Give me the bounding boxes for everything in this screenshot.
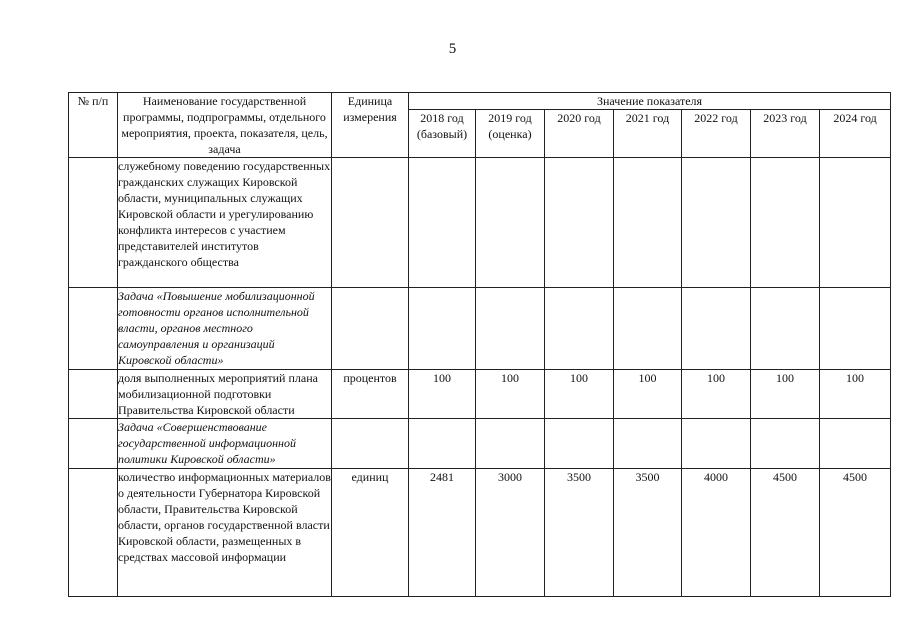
cell-value <box>682 158 751 288</box>
cell-num <box>69 158 118 288</box>
header-year: 2018 год (базовый) <box>409 110 476 158</box>
cell-value: 100 <box>820 370 891 419</box>
cell-value: 4500 <box>820 469 891 597</box>
cell-value <box>545 158 614 288</box>
cell-value <box>820 158 891 288</box>
cell-name: служебному поведению государственных гражданских служащих Кировской области, муниципальных служащих Кировской области и урегулированию конфликта интересов с участием представителей институтов гражданского общества <box>118 158 332 288</box>
cell-value <box>476 158 545 288</box>
table-row <box>69 158 891 288</box>
header-num: № п/п <box>69 93 118 158</box>
cell-value <box>545 288 614 370</box>
cell-unit: единиц <box>332 469 409 597</box>
cell-value <box>614 158 682 288</box>
cell-value <box>682 419 751 469</box>
cell-value <box>476 419 545 469</box>
table-body <box>69 158 891 597</box>
table-header-row <box>69 93 891 110</box>
cell-num <box>69 469 118 597</box>
cell-value: 3500 <box>545 469 614 597</box>
cell-value: 100 <box>545 370 614 419</box>
cell-name: Задача «Повышение мобилизационной готовности органов исполнительной власти, органов местного самоуправления и организаций Кировской области» <box>118 288 332 370</box>
cell-unit <box>332 419 409 469</box>
cell-value <box>820 419 891 469</box>
header-year: 2020 год <box>545 110 614 158</box>
cell-value <box>820 288 891 370</box>
cell-value <box>409 419 476 469</box>
cell-value: 100 <box>682 370 751 419</box>
header-year: 2023 год <box>751 110 820 158</box>
cell-value <box>409 288 476 370</box>
cell-value <box>751 419 820 469</box>
cell-value <box>614 288 682 370</box>
cell-value <box>476 288 545 370</box>
cell-value <box>682 288 751 370</box>
cell-value <box>751 158 820 288</box>
table-row <box>69 419 891 469</box>
cell-value: 3000 <box>476 469 545 597</box>
cell-value: 100 <box>476 370 545 419</box>
cell-value: 3500 <box>614 469 682 597</box>
indicator-table <box>68 92 891 597</box>
table-row <box>69 469 891 597</box>
cell-name: количество информационных материалов о деятельности Губернатора Кировской области, Правительства Кировской области, органов государственной власти Кировской области, размещенных в средствах массовой информации <box>118 469 332 597</box>
cell-unit: процентов <box>332 370 409 419</box>
cell-unit <box>332 158 409 288</box>
page-number: 5 <box>448 41 457 57</box>
cell-num <box>69 419 118 469</box>
cell-num <box>69 370 118 419</box>
cell-unit <box>332 288 409 370</box>
header-year: 2021 год <box>614 110 682 158</box>
cell-value <box>614 419 682 469</box>
table-row <box>69 370 891 419</box>
cell-name: Задача «Совершенствование государственной информационной политики Кировской области» <box>118 419 332 469</box>
header-unit: Единица измерения <box>332 93 409 158</box>
cell-value: 100 <box>614 370 682 419</box>
header-year: 2022 год <box>682 110 751 158</box>
cell-value: 4000 <box>682 469 751 597</box>
cell-value: 2481 <box>409 469 476 597</box>
cell-value: 4500 <box>751 469 820 597</box>
cell-value <box>751 288 820 370</box>
cell-value: 100 <box>409 370 476 419</box>
cell-name: доля выполненных мероприятий плана мобилизационной подготовки Правительства Кировской области <box>118 370 332 419</box>
header-name: Наименование государственной программы, подпрограммы, отдельного мероприятия, проекта, показателя, цель, задача <box>118 93 332 158</box>
cell-num <box>69 288 118 370</box>
cell-value <box>409 158 476 288</box>
table-row <box>69 288 891 370</box>
header-year: 2019 год (оценка) <box>476 110 545 158</box>
header-value-group: Значение показателя <box>409 93 891 110</box>
cell-value <box>545 419 614 469</box>
cell-value: 100 <box>751 370 820 419</box>
header-year: 2024 год <box>820 110 891 158</box>
